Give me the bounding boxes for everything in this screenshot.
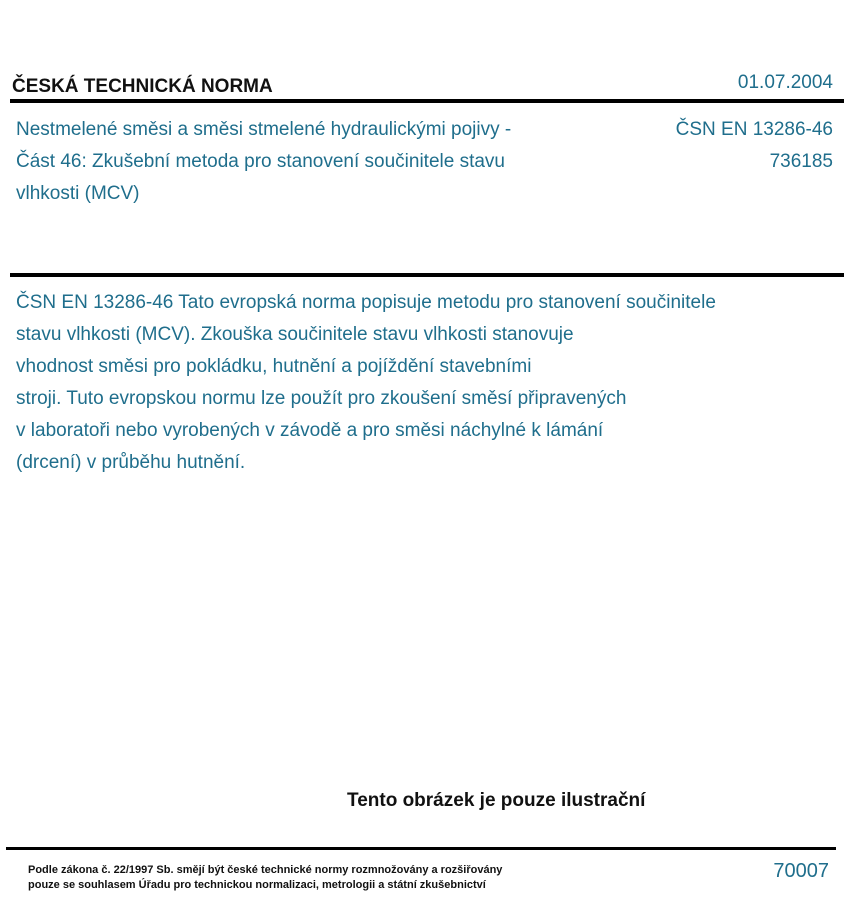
header-divider [10, 99, 844, 103]
illustration-note: Tento obrázek je pouze ilustrační [347, 790, 646, 811]
standard-code: ČSN EN 13286-46 [675, 119, 833, 140]
standard-title: Nestmelené směsi a směsi stmelené hydraulickými pojivy - Část 46: Zkušební metoda pro stanovení součinitele stavu vlhkosti (MCV) [16, 119, 512, 204]
section-divider [10, 273, 844, 277]
standard-code-block [676, 114, 833, 178]
header-date: 01.07.2004 [737, 72, 833, 93]
abstract-text: ČSN EN 13286-46 Tato evropská norma popisuje metodu pro stanovení součinitele stavu vlhkosti (MCV). Zkouška součinitele stavu vlhkosti stanovuje vhodnost směsi pro pokládku, hutnění a pojíždění stavebními stroji. Tuto evropskou normu lze použít pro zkoušení směsí připravených v laboratoři nebo vyrobených v závodě a pro směsi náchylné k lámání (drcení) v průběhu hutnění. [16, 292, 716, 473]
footer-page-number: 70007 [773, 860, 829, 882]
footer-legal-text: Podle zákona č. 22/1997 Sb. smějí být české technické normy rozmnožovány a rozšiřovány pouze se souhlasem Úřadu pro technickou normalizaci, metrologii a státní zkušebnictví [28, 864, 503, 891]
footer-divider [6, 847, 836, 850]
header-title: ČESKÁ TECHNICKÁ NORMA [12, 76, 273, 97]
standard-class-number: 736185 [769, 151, 833, 172]
